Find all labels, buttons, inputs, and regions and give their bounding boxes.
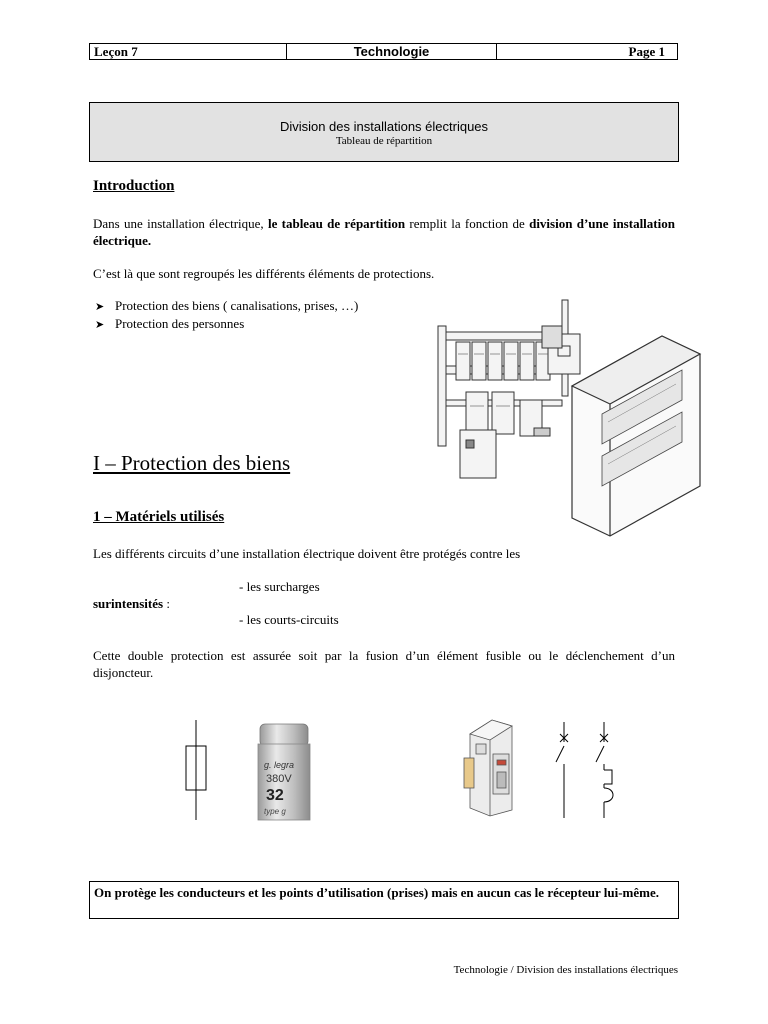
lesson-cell: Leçon 7 bbox=[90, 44, 287, 59]
intro-text: Dans une installation électrique, bbox=[93, 216, 268, 231]
section-heading: I – Protection des biens bbox=[93, 451, 291, 475]
protection-paragraph: Cette double protection est assurée soit par la fusion d’un élément fusible ou le déclenchement d’un disjoncteur. bbox=[93, 648, 675, 680]
circuit-breaker-symbol bbox=[546, 718, 620, 822]
distribution-board-illustration bbox=[432, 296, 707, 541]
intro-paragraph-1 bbox=[93, 215, 675, 249]
page-footer: Technologie / Division des installations électriques bbox=[453, 964, 678, 976]
title-box bbox=[89, 102, 679, 162]
intro-bold-term: division d’une installation électrique. bbox=[93, 216, 675, 248]
overcurrent-colon: : bbox=[163, 596, 170, 611]
fuse-voltage-text: 380V bbox=[266, 773, 292, 785]
arrow-bullet-icon: ➤ bbox=[95, 318, 105, 331]
arrow-bullet-icon: ➤ bbox=[95, 300, 105, 313]
header-table bbox=[89, 43, 678, 60]
bullet-text: Protection des biens ( canalisations, prises, …) bbox=[115, 298, 359, 313]
fuse-symbol bbox=[180, 718, 214, 822]
overcurrent-label bbox=[93, 596, 170, 612]
short-circuit-item: - les courts-circuits bbox=[239, 612, 339, 627]
circuits-paragraph: Les différents circuits d’une installation électrique doivent être protégés contre les bbox=[93, 546, 521, 561]
subsection-heading: 1 – Matériels utilisés bbox=[93, 509, 225, 525]
intro-paragraph-2: C’est là que sont regroupés les différents éléments de protections. bbox=[93, 266, 435, 281]
intro-text: remplit la fonction de bbox=[405, 216, 530, 231]
bullet-item bbox=[95, 316, 244, 332]
bullet-text: Protection des personnes bbox=[115, 316, 245, 331]
fuse-type-text: type g bbox=[264, 807, 286, 816]
circuit-breaker-image bbox=[462, 718, 522, 818]
fuse-brand-text: g. legra bbox=[264, 760, 295, 770]
fuse-cartridge-image bbox=[250, 716, 320, 824]
intro-bold-term: le tableau de répartition bbox=[267, 216, 406, 231]
overcurrent-term: surintensités bbox=[93, 596, 164, 611]
subject-cell: Technologie bbox=[287, 44, 497, 59]
note-box: On protège les conducteurs et les points d’utilisation (prises) mais en aucun cas le récepteur lui-même. bbox=[89, 881, 679, 919]
introduction-heading: Introduction bbox=[93, 178, 175, 194]
document-title: Division des installations électriques bbox=[279, 119, 489, 134]
document-subtitle: Tableau de répartition bbox=[335, 135, 433, 147]
page-cell: Page 1 bbox=[628, 43, 665, 59]
fuse-rating-text: 32 bbox=[266, 787, 284, 804]
bullet-item bbox=[95, 298, 358, 314]
overload-item: - les surcharges bbox=[239, 579, 320, 594]
